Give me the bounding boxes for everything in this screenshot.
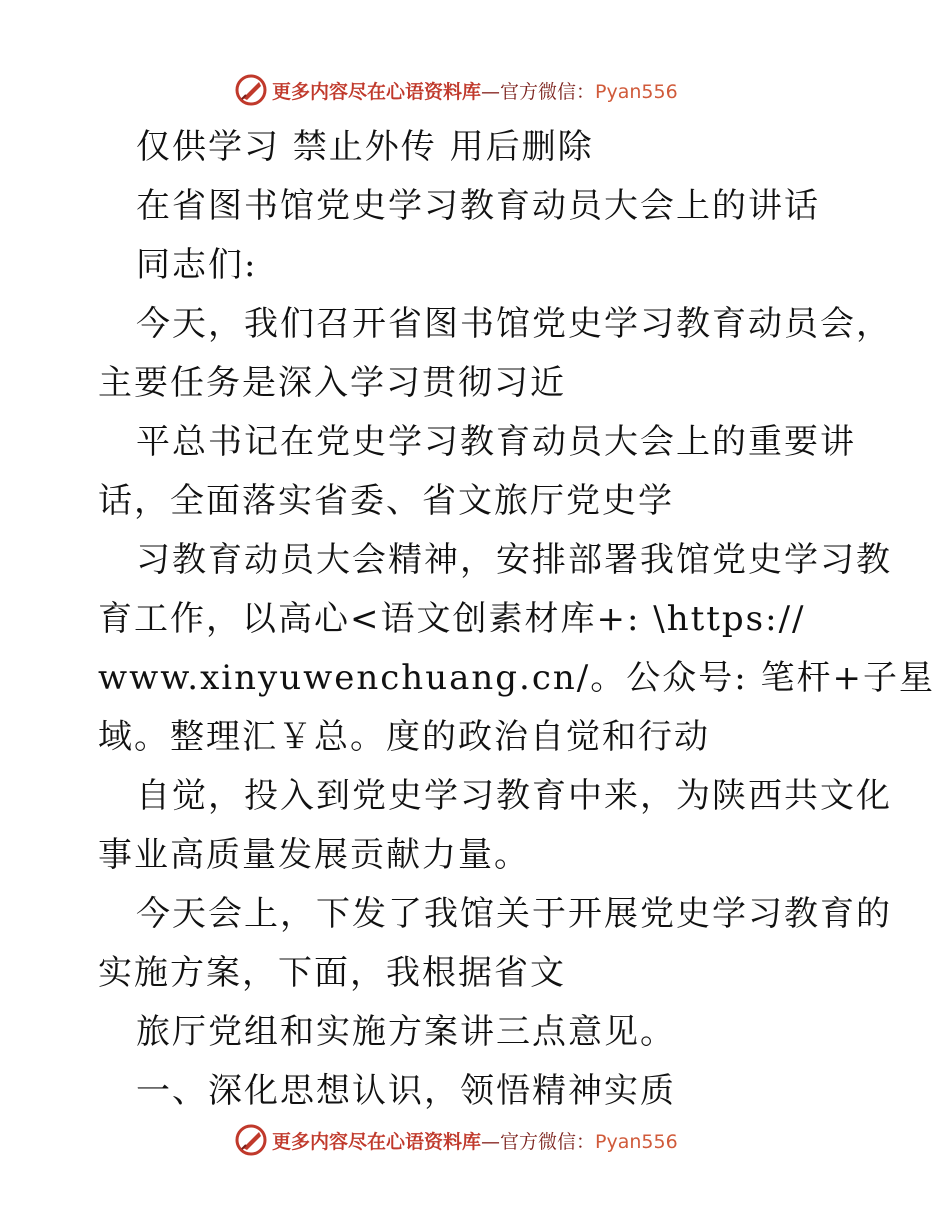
banner-dash: — — [481, 1130, 501, 1153]
document-body — [98, 118, 935, 1121]
paragraph-line: 实施方案，下面，我根据省文 — [98, 953, 566, 993]
quill-logo-icon — [234, 73, 268, 107]
banner-wechat-label: 官方微信： — [500, 80, 596, 103]
banner-wechat-id: Pyan556 — [595, 80, 678, 103]
banner-title: 更多内容尽在心语资料库 — [272, 1130, 482, 1153]
paragraph-line: www.xinyuwenchuang.cn/。公众号: 笔杆+子星 — [98, 658, 935, 698]
paragraph-line: 话，全面落实省委、省文旅厅党史学 — [98, 481, 674, 521]
section-heading: 一、深化思想认识，领悟精神实质 — [136, 1071, 676, 1111]
footer-watermark-banner — [234, 1120, 714, 1160]
salutation: 同志们: — [136, 245, 258, 285]
banner-wechat-label: 官方微信： — [500, 1130, 596, 1153]
paragraph-line: 旅厅党组和实施方案讲三点意见。 — [136, 1012, 676, 1052]
paragraph-line: 域。整理汇￥总。度的政治自觉和行动 — [98, 717, 710, 757]
banner-wechat-id: Pyan556 — [595, 1130, 678, 1153]
banner-text — [272, 1127, 678, 1154]
document-title: 在省图书馆党史学习教育动员大会上的讲话 — [136, 186, 820, 226]
paragraph-line: 平总书记在党史学习教育动员大会上的重要讲 — [136, 422, 856, 462]
paragraph-line: 今天，我们召开省图书馆党史学习教育动员会， — [136, 304, 892, 344]
banner-title: 更多内容尽在心语资料库 — [272, 80, 482, 103]
header-watermark-banner — [234, 70, 714, 110]
paragraph-line: 主要任务是深入学习贯彻习近 — [98, 363, 566, 403]
paragraph-line: 习教育动员大会精神，安排部署我馆党史学习教 — [136, 540, 892, 580]
paragraph-line: 自觉，投入到党史学习教育中来，为陕西共文化 — [136, 776, 892, 816]
paragraph-line: 事业高质量发展贡献力量。 — [98, 835, 530, 875]
paragraph-line: 育工作，以高心<语文创素材库+: \https:// — [98, 599, 806, 639]
banner-text — [272, 77, 678, 104]
banner-dash: — — [481, 80, 501, 103]
notice-line: 仅供学习 禁止外传 用后删除 — [136, 127, 594, 167]
paragraph-line: 今天会上，下发了我馆关于开展党史学习教育的 — [136, 894, 892, 934]
quill-logo-icon — [234, 1123, 268, 1157]
